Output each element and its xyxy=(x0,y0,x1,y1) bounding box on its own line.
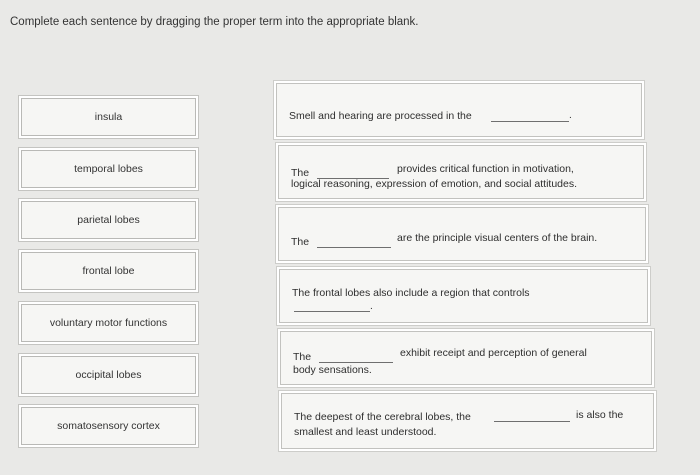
term-occipital-lobes[interactable]: occipital lobes xyxy=(21,356,196,394)
instruction-text: Complete each sentence by dragging the proper term into the appropriate blank. xyxy=(10,16,419,28)
sentence-3-the: The xyxy=(291,236,310,248)
sentence-2-text: provides critical function in motivation, xyxy=(397,163,574,175)
term-somatosensory-cortex[interactable]: somatosensory cortex xyxy=(21,407,196,445)
drop-blank-4[interactable] xyxy=(294,311,370,312)
drop-blank-1[interactable] xyxy=(491,121,569,122)
sentence-6-line2: smallest and least understood. xyxy=(294,426,437,438)
sentence-4-text: The frontal lobes also include a region that controls xyxy=(292,287,530,299)
sentence-3-text: are the principle visual centers of the brain. xyxy=(397,232,598,244)
sentence-1-text: Smell and hearing are processed in the xyxy=(289,110,472,122)
sentence-2-the: The xyxy=(291,167,310,179)
sentence-box-3 xyxy=(278,207,646,261)
sentence-5-line2: body sensations. xyxy=(293,364,372,376)
term-frontal-lobe[interactable]: frontal lobe xyxy=(21,252,196,290)
drop-blank-6[interactable] xyxy=(494,421,570,422)
sentence-box-2 xyxy=(278,145,644,199)
sentence-box-6 xyxy=(281,393,654,449)
term-voluntary-motor-functions[interactable]: voluntary motor functions xyxy=(21,304,196,342)
term-parietal-lobes[interactable]: parietal lobes xyxy=(21,201,196,239)
sentence-1-period: . xyxy=(569,110,572,121)
sentence-5-the: The xyxy=(293,351,312,363)
sentence-6-text: The deepest of the cerebral lobes, the xyxy=(294,411,471,423)
sentence-box-5 xyxy=(280,331,652,385)
sentence-box-1 xyxy=(276,83,642,137)
sentence-box-4 xyxy=(279,269,648,323)
sentence-2-line2: logical reasoning, expression of emotion, and social attitudes. xyxy=(291,178,578,190)
term-insula[interactable]: insula xyxy=(21,98,196,136)
drop-blank-3[interactable] xyxy=(317,247,391,248)
term-temporal-lobes[interactable]: temporal lobes xyxy=(21,150,196,188)
sentence-6-after: is also the xyxy=(576,409,624,421)
sentence-5-text: exhibit receipt and perception of general xyxy=(400,347,587,359)
sentence-4-period: . xyxy=(370,301,373,312)
